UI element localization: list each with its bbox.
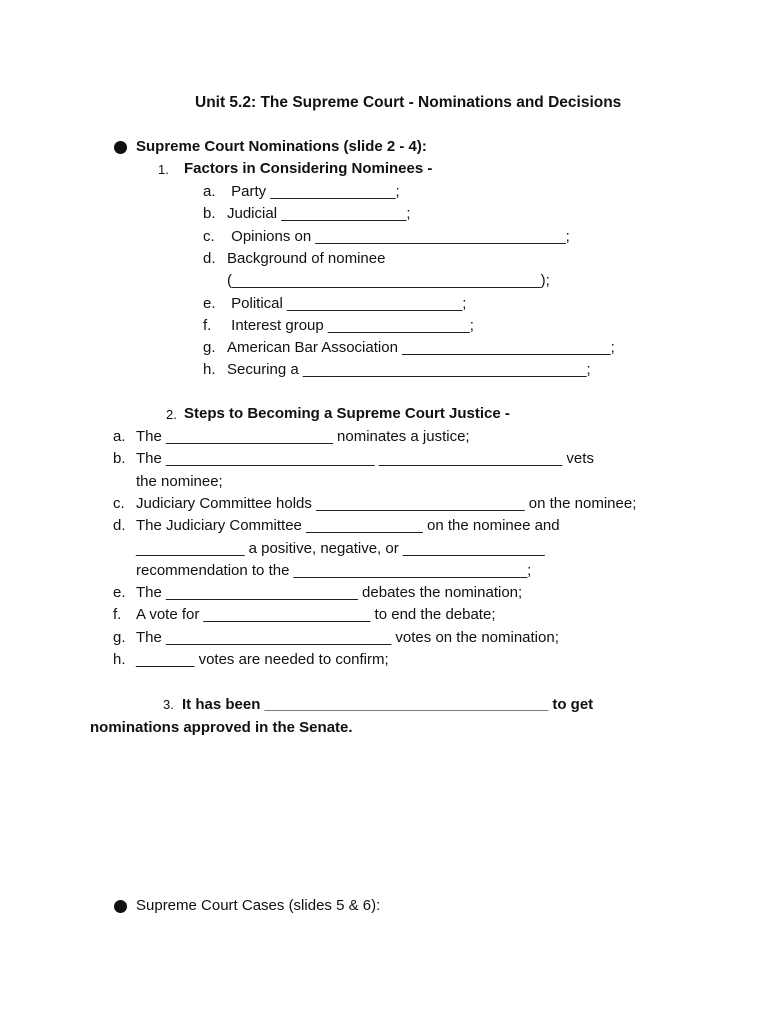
section-heading-nominations: Supreme Court Nominations (slide 2 - 4): xyxy=(136,138,427,155)
list-marker: b. xyxy=(203,205,216,223)
bullet-icon xyxy=(114,141,127,154)
subsection-heading-factors: Factors in Considering Nominees - xyxy=(184,160,433,177)
list-marker: c. xyxy=(203,227,215,245)
list-number: 3. xyxy=(163,697,174,712)
list-item-text: The ____________________ nominates a justice; xyxy=(136,428,470,445)
list-item-text: _____________ a positive, negative, or _________________ xyxy=(136,539,545,557)
list-item-text: the nominee; xyxy=(136,472,223,490)
list-marker: a. xyxy=(203,183,216,200)
list-marker: e. xyxy=(203,294,216,312)
section-heading-cases: Supreme Court Cases (slides 5 & 6): xyxy=(136,897,381,914)
list-number: 2. xyxy=(166,407,177,422)
list-item-text: A vote for ____________________ to end the debate; xyxy=(136,606,496,624)
page-title: Unit 5.2: The Supreme Court - Nominations and Decisions xyxy=(195,94,622,111)
list-item-text: The _______________________ debates the nomination; xyxy=(136,584,523,602)
list-item-text: Judiciary Committee holds _________________________ on the nominee; xyxy=(136,494,637,512)
list-item-text: American Bar Association _________________________; xyxy=(227,339,615,357)
list-marker: g. xyxy=(113,628,126,646)
list-item-text: Securing a __________________________________; xyxy=(227,361,591,379)
list-item-text: recommendation to the ____________________________; xyxy=(136,561,532,579)
bullet-icon xyxy=(114,900,127,913)
list-item-text: Party _______________; xyxy=(227,183,400,200)
list-item-text: Opinions on ______________________________; xyxy=(227,227,570,245)
list-marker: e. xyxy=(113,584,126,602)
subsection-heading-steps: Steps to Becoming a Supreme Court Justice - xyxy=(184,405,510,422)
list-item-text: Judicial _______________; xyxy=(227,205,411,223)
paragraph-line: nominations approved in the Senate. xyxy=(90,719,353,736)
list-item-text: Interest group _________________; xyxy=(227,316,474,334)
list-marker: h. xyxy=(113,651,126,668)
list-marker: f. xyxy=(113,606,122,624)
list-item-text: The ___________________________ votes on the nomination; xyxy=(136,628,559,646)
list-item-text: Political _____________________; xyxy=(227,294,467,312)
list-marker: f. xyxy=(203,316,212,334)
list-item-text: The _________________________ ______________________ vets xyxy=(136,450,594,468)
list-marker: g. xyxy=(203,339,216,357)
list-marker: b. xyxy=(113,450,126,468)
list-item-text: The Judiciary Committee ______________ on the nominee and xyxy=(136,517,560,535)
list-item-text: Background of nominee xyxy=(227,249,386,267)
list-marker: d. xyxy=(203,249,216,267)
list-marker: d. xyxy=(113,517,126,535)
list-number: 1. xyxy=(158,162,169,177)
list-marker: h. xyxy=(203,361,216,379)
paragraph-line: It has been __________________________________ to get xyxy=(182,696,594,713)
list-item-text: _______ votes are needed to confirm; xyxy=(136,651,389,668)
list-item-text: (_____________________________________); xyxy=(227,272,550,290)
list-marker: c. xyxy=(113,494,125,512)
list-marker: a. xyxy=(113,428,126,445)
